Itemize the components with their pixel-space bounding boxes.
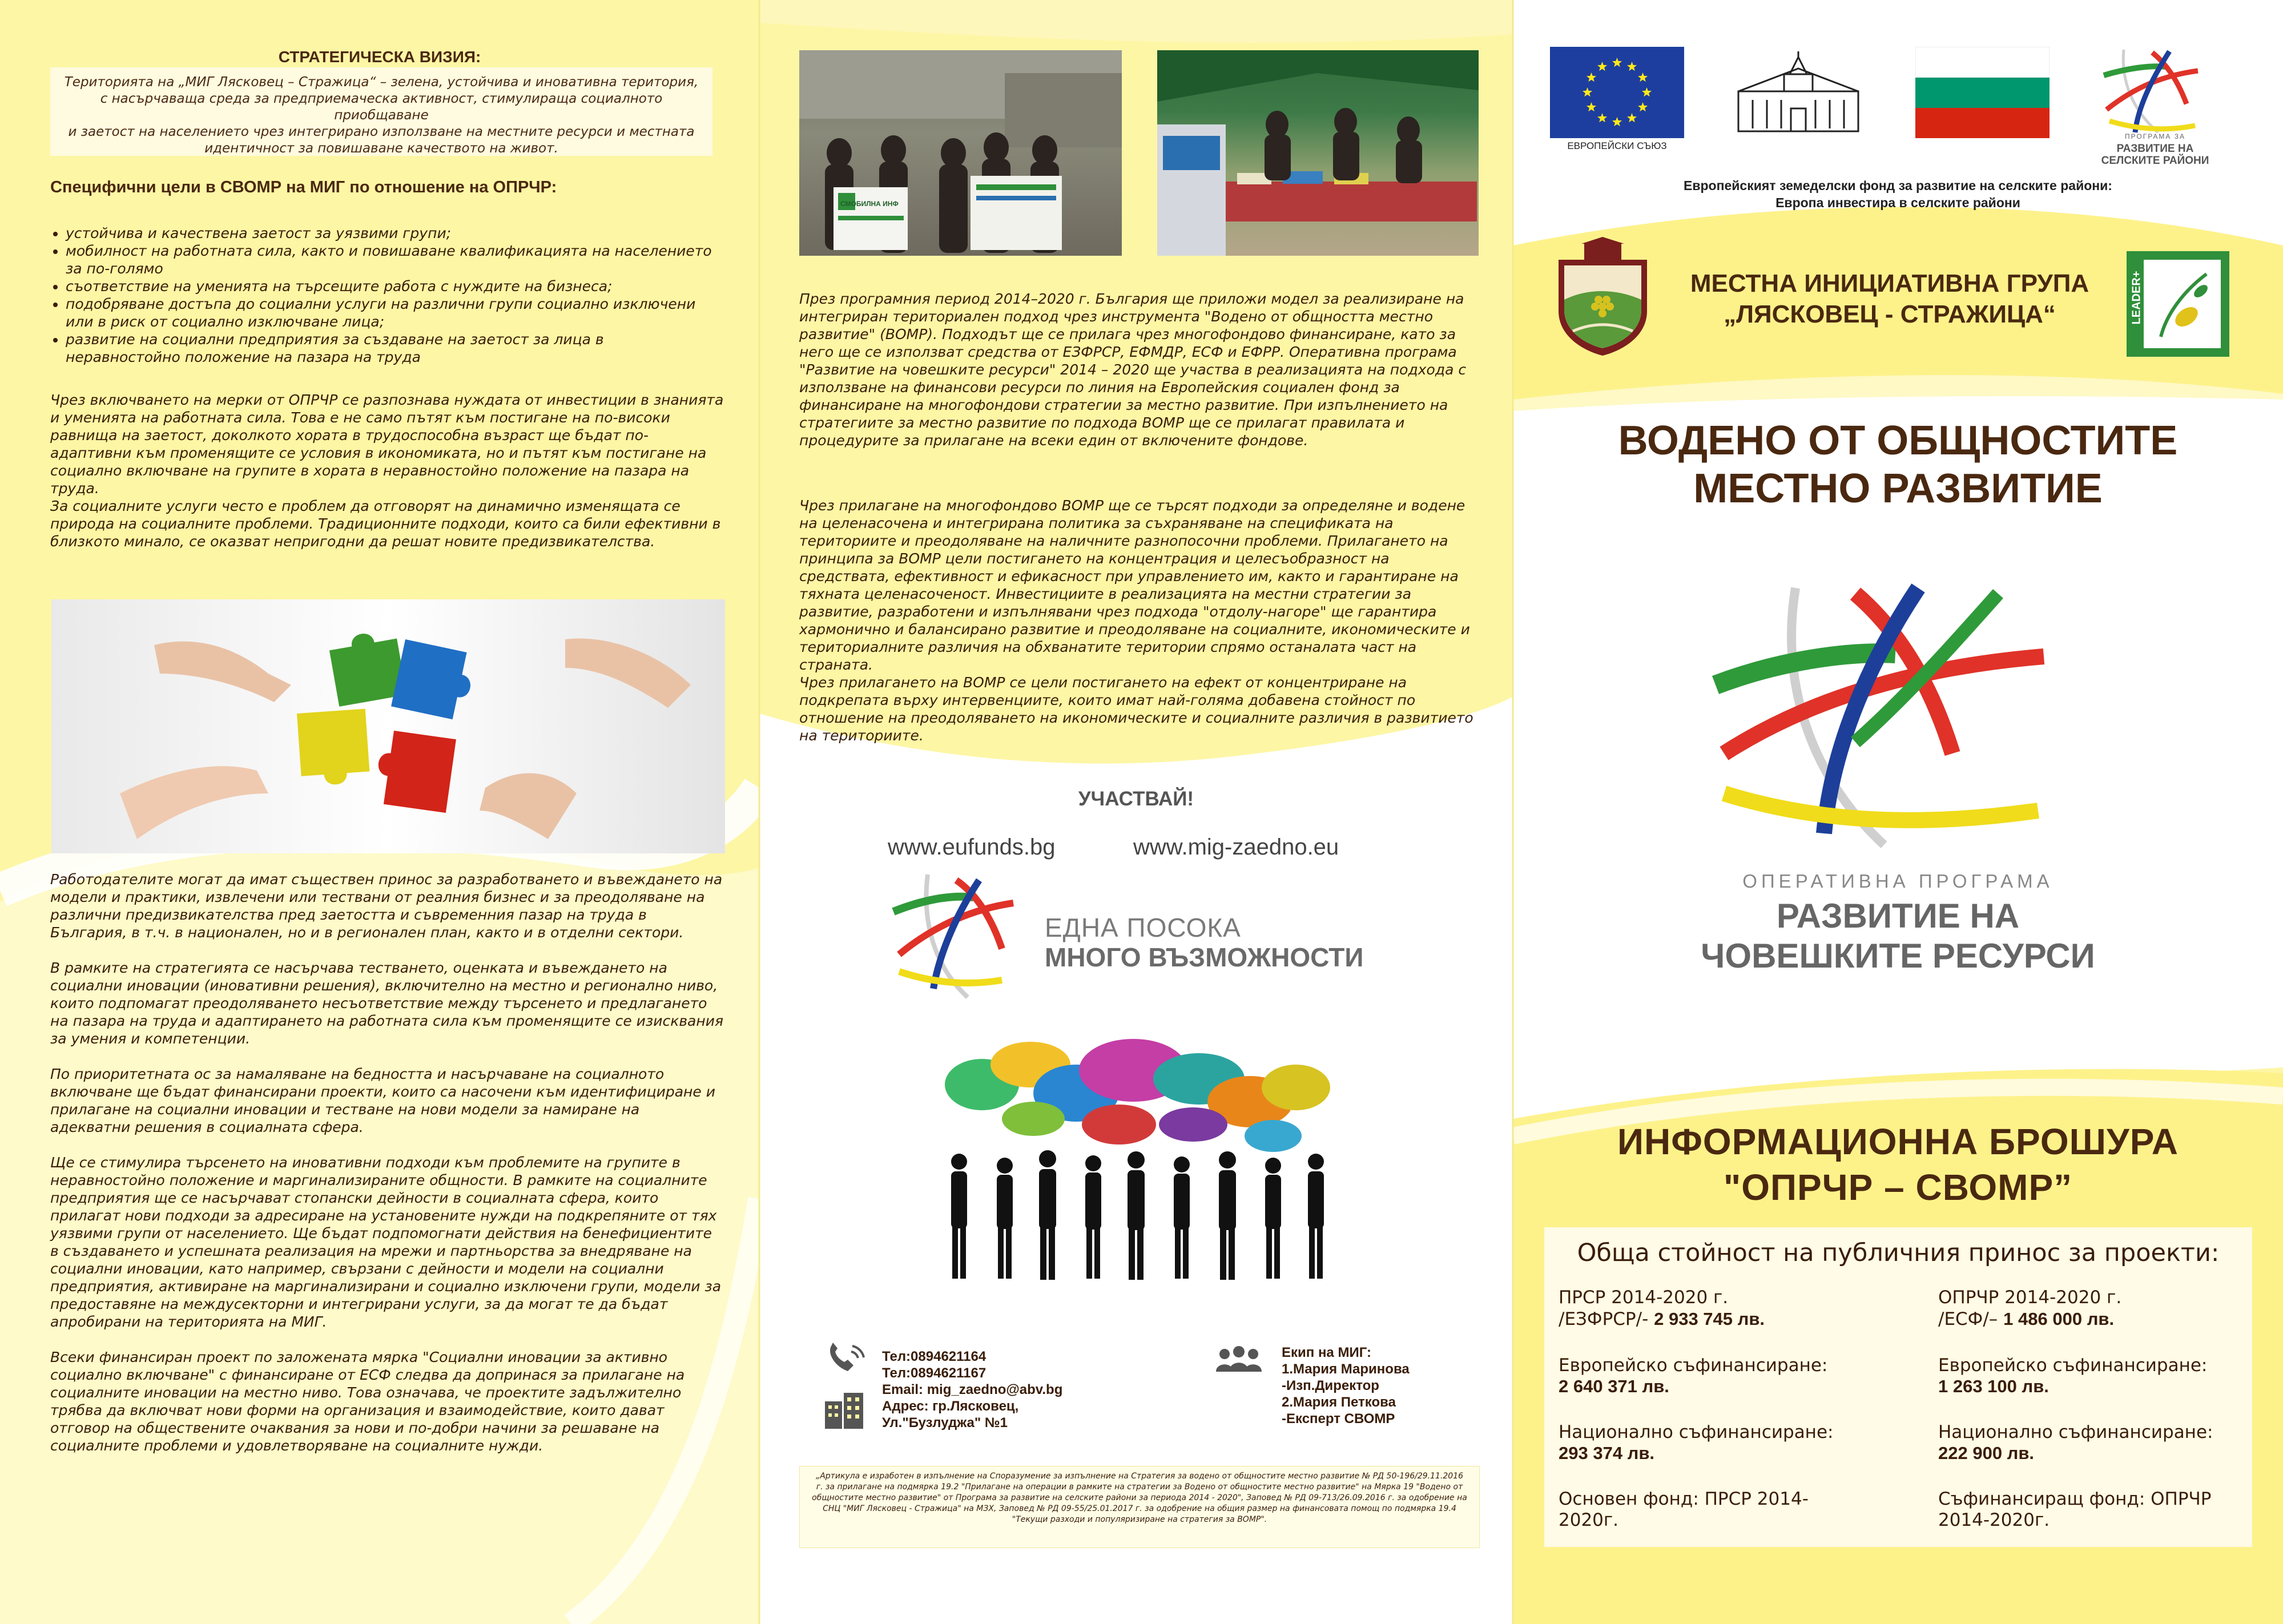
rdp-main-fund-2: 2020г. xyxy=(1559,1510,1619,1530)
paragraph: Чрез прилагането на ВОМР се цели постигането на ефект от концентриране на подкрепата върху интервенциите, които имат най-голяма добавена стойност по отношение на преодоляването на икономическите и социалните различия в развитието на териториите. xyxy=(799,674,1473,744)
goals-list xyxy=(43,224,716,366)
rdp-program: ПРСР 2014-2020 г. xyxy=(1559,1287,1729,1308)
ophrd-eu-label: Европейско съфинансиране: xyxy=(1938,1355,2208,1376)
slogan-line-2: МНОГО ВЪЗМОЖНОСТИ xyxy=(1045,942,1364,972)
vision-line: идентичност за повишаване качеството на живот. xyxy=(204,141,558,156)
ophrd-total-value: 1 486 000 лв. xyxy=(2003,1309,2115,1329)
team-title: Екип на МИГ: xyxy=(1282,1345,1371,1360)
paragraph: Чрез прилагане на многофондово ВОМР ще се търсят подходи за определяне и водене на целенасочена и интегрирана политика за съхраняване на спецификата на териториите и преодоляване на наличните разнопосочни проблеми. Прилагането на принципа за ВОМР цели постигането на концентрация и целесъобразност на средствата, ефективност и ефикасност при управлението им, както и гарантиране на тяхната целенасоченост. Инвестициите в реализацията на местни стратегии за развитие, разработени и изпълнявани чрез подхода "отдолу-нагоре" ще гарантира хармонично и балансирано развитие и преодоляване на социалните, икономическите и териториалните различия на обхванатите територии спрямо останалата част на страната. xyxy=(799,497,1470,673)
goals-list-wrap xyxy=(43,224,716,366)
rdp-logo-icon xyxy=(2101,47,2209,135)
team-member-2-role: -Експерт СВОМР xyxy=(1282,1411,1395,1426)
lag-title-line-1: МЕСТНА ИНИЦИАТИВНА ГРУПА xyxy=(1690,269,2089,297)
paragraph: В рамките на стратегията се насърчава тестването, оценката и въвеждането на социални иновации (иновативни решения), включително на местно и регионално ниво, които подпомагат преодоляването несъответствие между търсенето и предлагането на пазара на труда и адаптирането на работната сила към променящите се изисквания за умения и компетенции. xyxy=(50,960,724,1047)
paragraph: За социалните услуги често е проблем да отговорят на динамично изменящата се природа на социалните проблеми. Традиционните подходи, които са били ефективни в близкото минало, се оказват непригодни да решат новите предизвикателства. xyxy=(50,498,721,550)
lag-title xyxy=(1661,268,2118,330)
participate-heading: УЧАСТВАЙ! xyxy=(1078,788,1194,810)
op-caption-line-1: РАЗВИТИЕ НА xyxy=(1776,897,2020,935)
address-line-1: Адрес: гр.Лясковец, xyxy=(882,1399,1019,1414)
vision-box xyxy=(50,67,712,156)
ophrd-fund-label: /ЕСФ/– xyxy=(1938,1309,2004,1329)
info-stand-photo xyxy=(1157,50,1479,256)
council-building-icon xyxy=(1727,51,1870,137)
ophrd-eu-value: 1 263 100 лв. xyxy=(1938,1376,2049,1396)
finance-rdp-column xyxy=(1559,1287,1878,1531)
team-block xyxy=(1282,1344,1410,1427)
rdp-main-fund-1: Основен фонд: ПРСР 2014- xyxy=(1559,1489,1809,1509)
ophrd-cofund-2: 2014-2020г. xyxy=(1938,1510,2050,1530)
vision-line: и заетост на населението чрез интегрирано използване на местните ресурси и местната xyxy=(68,124,695,139)
rdp-total-value: 2 933 745 лв. xyxy=(1654,1309,1765,1329)
goals-title: Специфични цели в СВОМР на МИГ по отношение на ОПРЧР: xyxy=(50,178,557,196)
phone-2[interactable]: Тел:0894621167 xyxy=(882,1365,987,1381)
contact-block xyxy=(882,1348,1062,1431)
slogan-line-1: ЕДНА ПОСОКА xyxy=(1045,913,1241,942)
vomr-intro: През програмния период 2014–2020 г. България ще приложи модел за реализиране на интегриран териториален подход чрез инструмента "Водено от общността местно развитие" (ВОМР). Подходът ще се прилага чрез многофондово финансиране, като за него ще се използват средства от ЕЗФРСР, ЕФМДР, ЕСФ и ЕФРР. Оперативна програма "Развитие на човешките ресурси" 2014 – 2020 ще участва в реализацията на подхода с използване на финансови ресурси по линия на Европейския социален фонд за финансиране на многофондови стратегии за местно развитие. При изпълнението на стратегиите за местно развитие по подхода ВОМР ще се прилагат правилата и процедурите за прилагане на всеки един от включените фондове. xyxy=(799,291,1467,449)
lag-crest-icon xyxy=(1553,237,1653,357)
rdp-national-label: Национално съфинансиране: xyxy=(1559,1422,1834,1442)
rdp-eu-value: 2 640 371 лв. xyxy=(1559,1376,1669,1396)
vomr-multifund xyxy=(799,497,1481,744)
middle-panel xyxy=(759,0,1513,1624)
disclaimer-box xyxy=(799,1466,1480,1548)
op-hrd-logo-icon xyxy=(1701,582,2089,851)
main-title xyxy=(1513,417,2283,513)
ophrd-national-label: Национално съфинансиране: xyxy=(1938,1422,2213,1442)
eu-flag-icon xyxy=(1550,47,1684,138)
group-photo xyxy=(799,50,1122,256)
ophrd-cofund-1: Съфинансиращ фонд: ОПРЧР xyxy=(1938,1489,2212,1509)
finance-box xyxy=(1544,1227,2252,1547)
body-paragraphs xyxy=(50,871,724,1472)
ophrd-program: ОПРЧР 2014-2020 г. xyxy=(1938,1287,2122,1308)
op-caption-small: ОПЕРАТИВНА ПРОГРАМА xyxy=(1742,871,2054,892)
lag-title-line-2: „ЛЯСКОВЕЦ - СТРАЖИЦА“ xyxy=(1724,300,2056,328)
ophrd-total-line xyxy=(1938,1308,2246,1330)
goal-item: • подобряване достъпа до социални услуги на различни групи социално изключени или в риск от социално изключване лица; xyxy=(66,295,716,331)
goal-item: • развитие на социални предприятия за създаване на заетост за лица в неравностойно положение на пазара на труда xyxy=(66,331,716,366)
brochure-title-line-1: ИНФОРМАЦИОННА БРОШУРА xyxy=(1617,1121,2179,1162)
eafrd-line-2: Европа инвестира в селските райони xyxy=(1775,195,2020,210)
eufunds-link[interactable]: www.eufunds.bg xyxy=(888,835,1056,860)
eafrd-tagline xyxy=(1513,177,2283,211)
mig-zaedno-link[interactable]: www.mig-zaedno.eu xyxy=(1133,835,1339,860)
op-small-logo-icon xyxy=(888,869,1030,1003)
op-caption-line-2: ЧОВЕШКИТЕ РЕСУРСИ xyxy=(1701,937,2095,975)
vision-title: СТРАТЕГИЧЕСКА ВИЗИЯ: xyxy=(278,48,481,66)
ophrd-national-value: 222 900 лв. xyxy=(1938,1443,2035,1463)
team-icon xyxy=(1213,1346,1265,1375)
rdp-total-line xyxy=(1559,1308,1878,1330)
team-member-1: 1.Мария Маринова xyxy=(1282,1361,1410,1377)
address-line-2: Ул."Бузлуджа" №1 xyxy=(882,1415,1008,1430)
building-icon xyxy=(822,1387,868,1430)
phone-icon xyxy=(825,1341,871,1376)
paragraph: Чрез включването на мерки от ОПРЧР се разпознава нуждата от инвестиции в знанията и уменията на работната сила. Това е не само пътят към постигане на по-високи равнища на заетост, доколкото хората в трудоспособна възраст ще бъдат по-адаптивни към променящите се условия в икономиката, но и пътят към постигане на социално включване на групите в хората в неравностойно положение на пазара на труда. xyxy=(50,392,724,497)
bulgarian-flag-icon xyxy=(1915,47,2050,138)
left-panel xyxy=(0,0,759,1624)
vision-line: Територията на „МИГ Лясковец – Стражица“ – зелена, устойчива и иновативна територия, xyxy=(64,75,699,90)
main-title-line-1: ВОДЕНО ОТ ОБЩНОСТИТЕ xyxy=(1618,418,2178,464)
finance-title: Обща стойност на публичния принос за проекти: xyxy=(1577,1239,2220,1267)
rdp-caption-2: СЕЛСКИТЕ РАЙОНИ xyxy=(2101,155,2209,167)
phone-1[interactable]: Тел:0894621164 xyxy=(882,1349,987,1364)
paragraph: По приоритетната ос за намаляване на бедността и насърчаване на социалното включване ще бъдат финансирани проекти, които са насочени към идентифициране и прилагане на социални иновации и тестване на нови модели за намиране на адекватни решения в социалната сфера. xyxy=(50,1066,715,1135)
rdp-caption-small: ПРОГРАМА ЗА xyxy=(2125,132,2185,140)
goal-item: • устойчива и качествена заетост за уязвими групи; xyxy=(66,224,716,242)
goal-item: • съответствие на уменията на търсещите работа с нуждите на бизнеса; xyxy=(66,277,716,295)
disclaimer-text: „Артикула е изработен в изпълнение на Споразумение за изпълнение на Стратегия за водено от общностите местно развитие № РД 50-196/29.11.2016 г. за прилагане на подмярка 19.2 "Прилагане на операции в рамките на стратегии за Водено от общностите местно развитие" на Мярка 19 "Водено от общностите местно развитие" от Програма за развитие на селските райони за периода 2014 - 2020", Заповед № РД 09-713/26.09.2016 г. за одобрение на СНЦ "МИГ Лясковец - Стражица" на МЗХ, Заповед № РД 09-55/25.01.2017 г. за одобрение на общия размер на финансовата помощ по подмярка 19.4 "Текущи разходи и популяризиране на стратегия за ВОМР". xyxy=(812,1472,1467,1524)
brochure-title-line-2: "ОПРЧР – СВОМР” xyxy=(1723,1167,2073,1208)
intro-paragraphs xyxy=(50,391,724,550)
right-panel xyxy=(1513,0,2283,1624)
vision-line: с насърчаваща среда за предприемаческа активност, стимулираща социалното приобщаване xyxy=(100,91,663,123)
people-talking-illustration xyxy=(931,1039,1342,1313)
paragraph: Работодателите могат да имат съществен принос за разработването и въвеждането на модели и практики, извлечени или тествани от реалния бизнес и за преодоляване на различни предизвикателства пред заетостта и съвременния пазар на труда в България, в т.ч. в национален, но и в регионален план, както и в отделни сектори. xyxy=(50,871,723,941)
eu-caption: ЕВРОПЕЙСКИ СЪЮЗ xyxy=(1567,140,1667,151)
main-title-line-2: МЕСТНО РАЗВИТИЕ xyxy=(1693,466,2103,511)
leader-logo xyxy=(2127,251,2229,357)
banner-text: СМОБИЛНА ИНФ xyxy=(840,200,899,208)
team-member-1-role: -Изп.Директор xyxy=(1282,1378,1379,1393)
paragraph: Ще се стимулира търсенето на иновативни подходи към проблемите на групите в неравностойно положение и маргинализираните общности. В рамките на социалните предприятия ще се насърчават стопански дейности в социалната сфера, които прилагат нови подходи за адресиране на установените нужди на подкрепяните от тях уязвими групи от населението. Ще бъдат подпомогнати действия на бенефициентите в създаването и успешната реализация на мрежи и партньорства за внедряване на социални иновации, като например, свързани с дейности и модели на социални предприятия, активиране на маргинализирани и социално изключени групи, модели за предоставяне на междусекторни и интегрирани услуги, за да могат те да бъдат апробирани на територията на МИГ. xyxy=(50,1154,722,1330)
paragraph: Всеки финансиран проект по заложената мярка "Социални иновации за активно социално включване" с финансиране от ЕСФ следва да допринася за прилагане на социалните иновации на местно ниво. Това означава, че проектите задължително трябва да включват нови форми на организация и взаимодействие, които дават отговор на обществените очаквания за нови и по-добри начини за решаване на социалните проблеми и удовлетворяване на социалните нужди. xyxy=(50,1349,685,1454)
leader-label: LEADER+ xyxy=(2130,271,2143,325)
eafrd-line-1: Европейският земеделски фонд за развитие на селските райони: xyxy=(1684,178,2112,193)
team-member-2: 2.Мария Петкова xyxy=(1282,1395,1396,1410)
puzzle-photo xyxy=(51,599,725,853)
rdp-caption-1: РАЗВИТИЕ НА xyxy=(2116,143,2194,155)
goal-item: • мобилност на работната сила, както и повишаване квалификацията на населението за по-голямо xyxy=(66,242,716,277)
email[interactable]: Email: mig_zaedno@abv.bg xyxy=(882,1382,1063,1397)
finance-ophrd-column xyxy=(1938,1287,2246,1531)
rdp-fund-label: /ЕЗФРСР/- xyxy=(1559,1309,1654,1329)
rdp-eu-label: Европейско съфинансиране: xyxy=(1559,1355,1828,1376)
op-caption xyxy=(1513,896,2283,976)
brochure-title xyxy=(1513,1119,2283,1210)
rdp-national-value: 293 374 лв. xyxy=(1559,1443,1655,1463)
